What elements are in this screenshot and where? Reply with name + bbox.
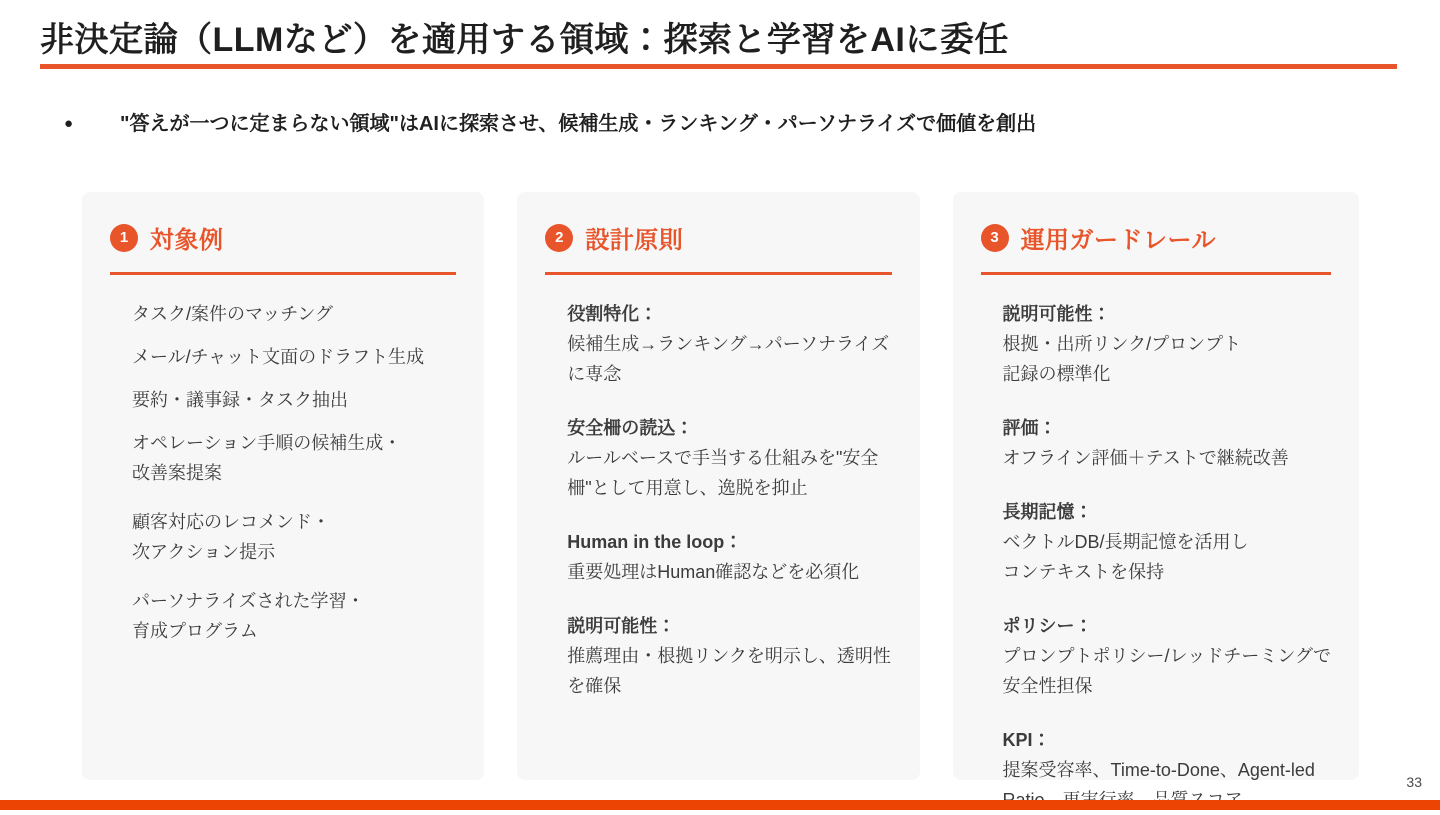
list-item bbox=[567, 413, 891, 503]
item-text-line: パーソナライズされた学習・ bbox=[132, 591, 365, 611]
item-text-line: に専念 bbox=[567, 364, 622, 384]
list-item bbox=[132, 428, 456, 488]
item-text-line: 安全性担保 bbox=[1002, 676, 1093, 696]
item-text-line: 根拠・出所リンク/プロンプト bbox=[1002, 334, 1242, 354]
list-item bbox=[567, 527, 891, 587]
card-title: 運用ガードレール bbox=[1020, 227, 1217, 254]
item-text-line: タスク/案件のマッチング bbox=[132, 304, 334, 324]
card-number-badge: 1 bbox=[110, 224, 138, 252]
item-text-line: 候補生成→ランキング→パーソナライズ bbox=[567, 334, 890, 354]
item-text-line: 記録の標準化 bbox=[1002, 364, 1111, 384]
list-item bbox=[132, 342, 456, 372]
item-text-line: プロンプトポリシー/レッドチーミングで bbox=[1002, 646, 1331, 666]
item-label: 安全柵の読込： bbox=[567, 418, 694, 438]
card-divider bbox=[545, 272, 891, 275]
slide-title: 非決定論（LLMなど）を適用する領域：探索と学習をAIに委任 bbox=[40, 21, 1009, 59]
list-item bbox=[1003, 497, 1331, 587]
item-label: 役割特化： bbox=[567, 304, 658, 324]
card-items bbox=[110, 299, 456, 646]
card-1 bbox=[82, 192, 484, 780]
card-items bbox=[981, 299, 1331, 815]
list-item bbox=[132, 507, 456, 567]
item-label: KPI： bbox=[1002, 730, 1051, 750]
item-text-line: 柵"として用意し、逸脱を抑止 bbox=[567, 478, 808, 498]
item-text-line: オペレーション手順の候補生成・ bbox=[132, 433, 402, 453]
item-text-line: 改善案提案 bbox=[132, 463, 222, 483]
card-title: 対象例 bbox=[150, 227, 224, 254]
item-label: 評価： bbox=[1002, 418, 1057, 438]
item-label: ポリシー： bbox=[1002, 616, 1093, 636]
summary-bullet-text: "答えが一つに定まらない領域"はAIに探索させ、候補生成・ランキング・パーソナライズで価値を創出 bbox=[120, 113, 1037, 135]
item-text-line: メール/チャット文面のドラフト生成 bbox=[132, 347, 425, 367]
card-header bbox=[110, 220, 456, 255]
item-text-line: 要約・議事録・タスク抽出 bbox=[132, 390, 348, 410]
card-header bbox=[981, 220, 1331, 255]
card-title: 設計原則 bbox=[585, 227, 684, 254]
item-text-line: 重要処理はHuman確認などを必須化 bbox=[567, 562, 860, 582]
item-label: 長期記憶： bbox=[1002, 502, 1093, 522]
card-2 bbox=[517, 192, 919, 780]
list-item bbox=[132, 299, 456, 329]
title-underline bbox=[40, 64, 1397, 69]
card-number-badge: 2 bbox=[545, 224, 573, 252]
item-text-line: 顧客対応のレコメンド・ bbox=[132, 512, 330, 532]
card-number-badge: 3 bbox=[981, 224, 1009, 252]
cards-container bbox=[82, 192, 1359, 780]
item-text-line: ルールベースで手当する仕組みを"安全 bbox=[567, 448, 879, 468]
list-item bbox=[1003, 299, 1331, 389]
card-items bbox=[545, 299, 891, 701]
bullet-marker-icon: ● bbox=[64, 115, 74, 132]
list-item bbox=[132, 385, 456, 415]
item-text-line: 育成プログラム bbox=[132, 621, 258, 641]
item-text-line: 提案受容率、Time-to-Done、Agent-led bbox=[1002, 760, 1315, 780]
list-item bbox=[1003, 611, 1331, 701]
item-text-line: ベクトルDB/長期記憶を活用し bbox=[1002, 532, 1249, 552]
list-item bbox=[132, 586, 456, 646]
item-label: Human in the loop： bbox=[567, 532, 743, 552]
item-text-line: 推薦理由・根拠リンクを明示し、透明性 bbox=[567, 646, 891, 666]
list-item bbox=[567, 299, 891, 389]
page-number: 33 bbox=[1406, 774, 1422, 790]
item-text-line: を確保 bbox=[567, 676, 622, 696]
item-text-line: オフライン評価＋テストで継続改善 bbox=[1002, 448, 1289, 468]
item-text-line: コンテキストを保持 bbox=[1002, 562, 1165, 582]
list-item bbox=[1003, 413, 1331, 473]
card-divider bbox=[981, 272, 1331, 275]
footer-accent-bar bbox=[0, 800, 1440, 810]
card-3 bbox=[953, 192, 1359, 780]
card-header bbox=[545, 220, 891, 255]
list-item bbox=[567, 611, 891, 701]
summary-bullet bbox=[64, 110, 1036, 138]
item-label: 説明可能性： bbox=[1002, 304, 1111, 324]
card-divider bbox=[110, 272, 456, 275]
item-label: 説明可能性： bbox=[567, 616, 676, 636]
item-text-line: 次アクション提示 bbox=[132, 542, 276, 562]
